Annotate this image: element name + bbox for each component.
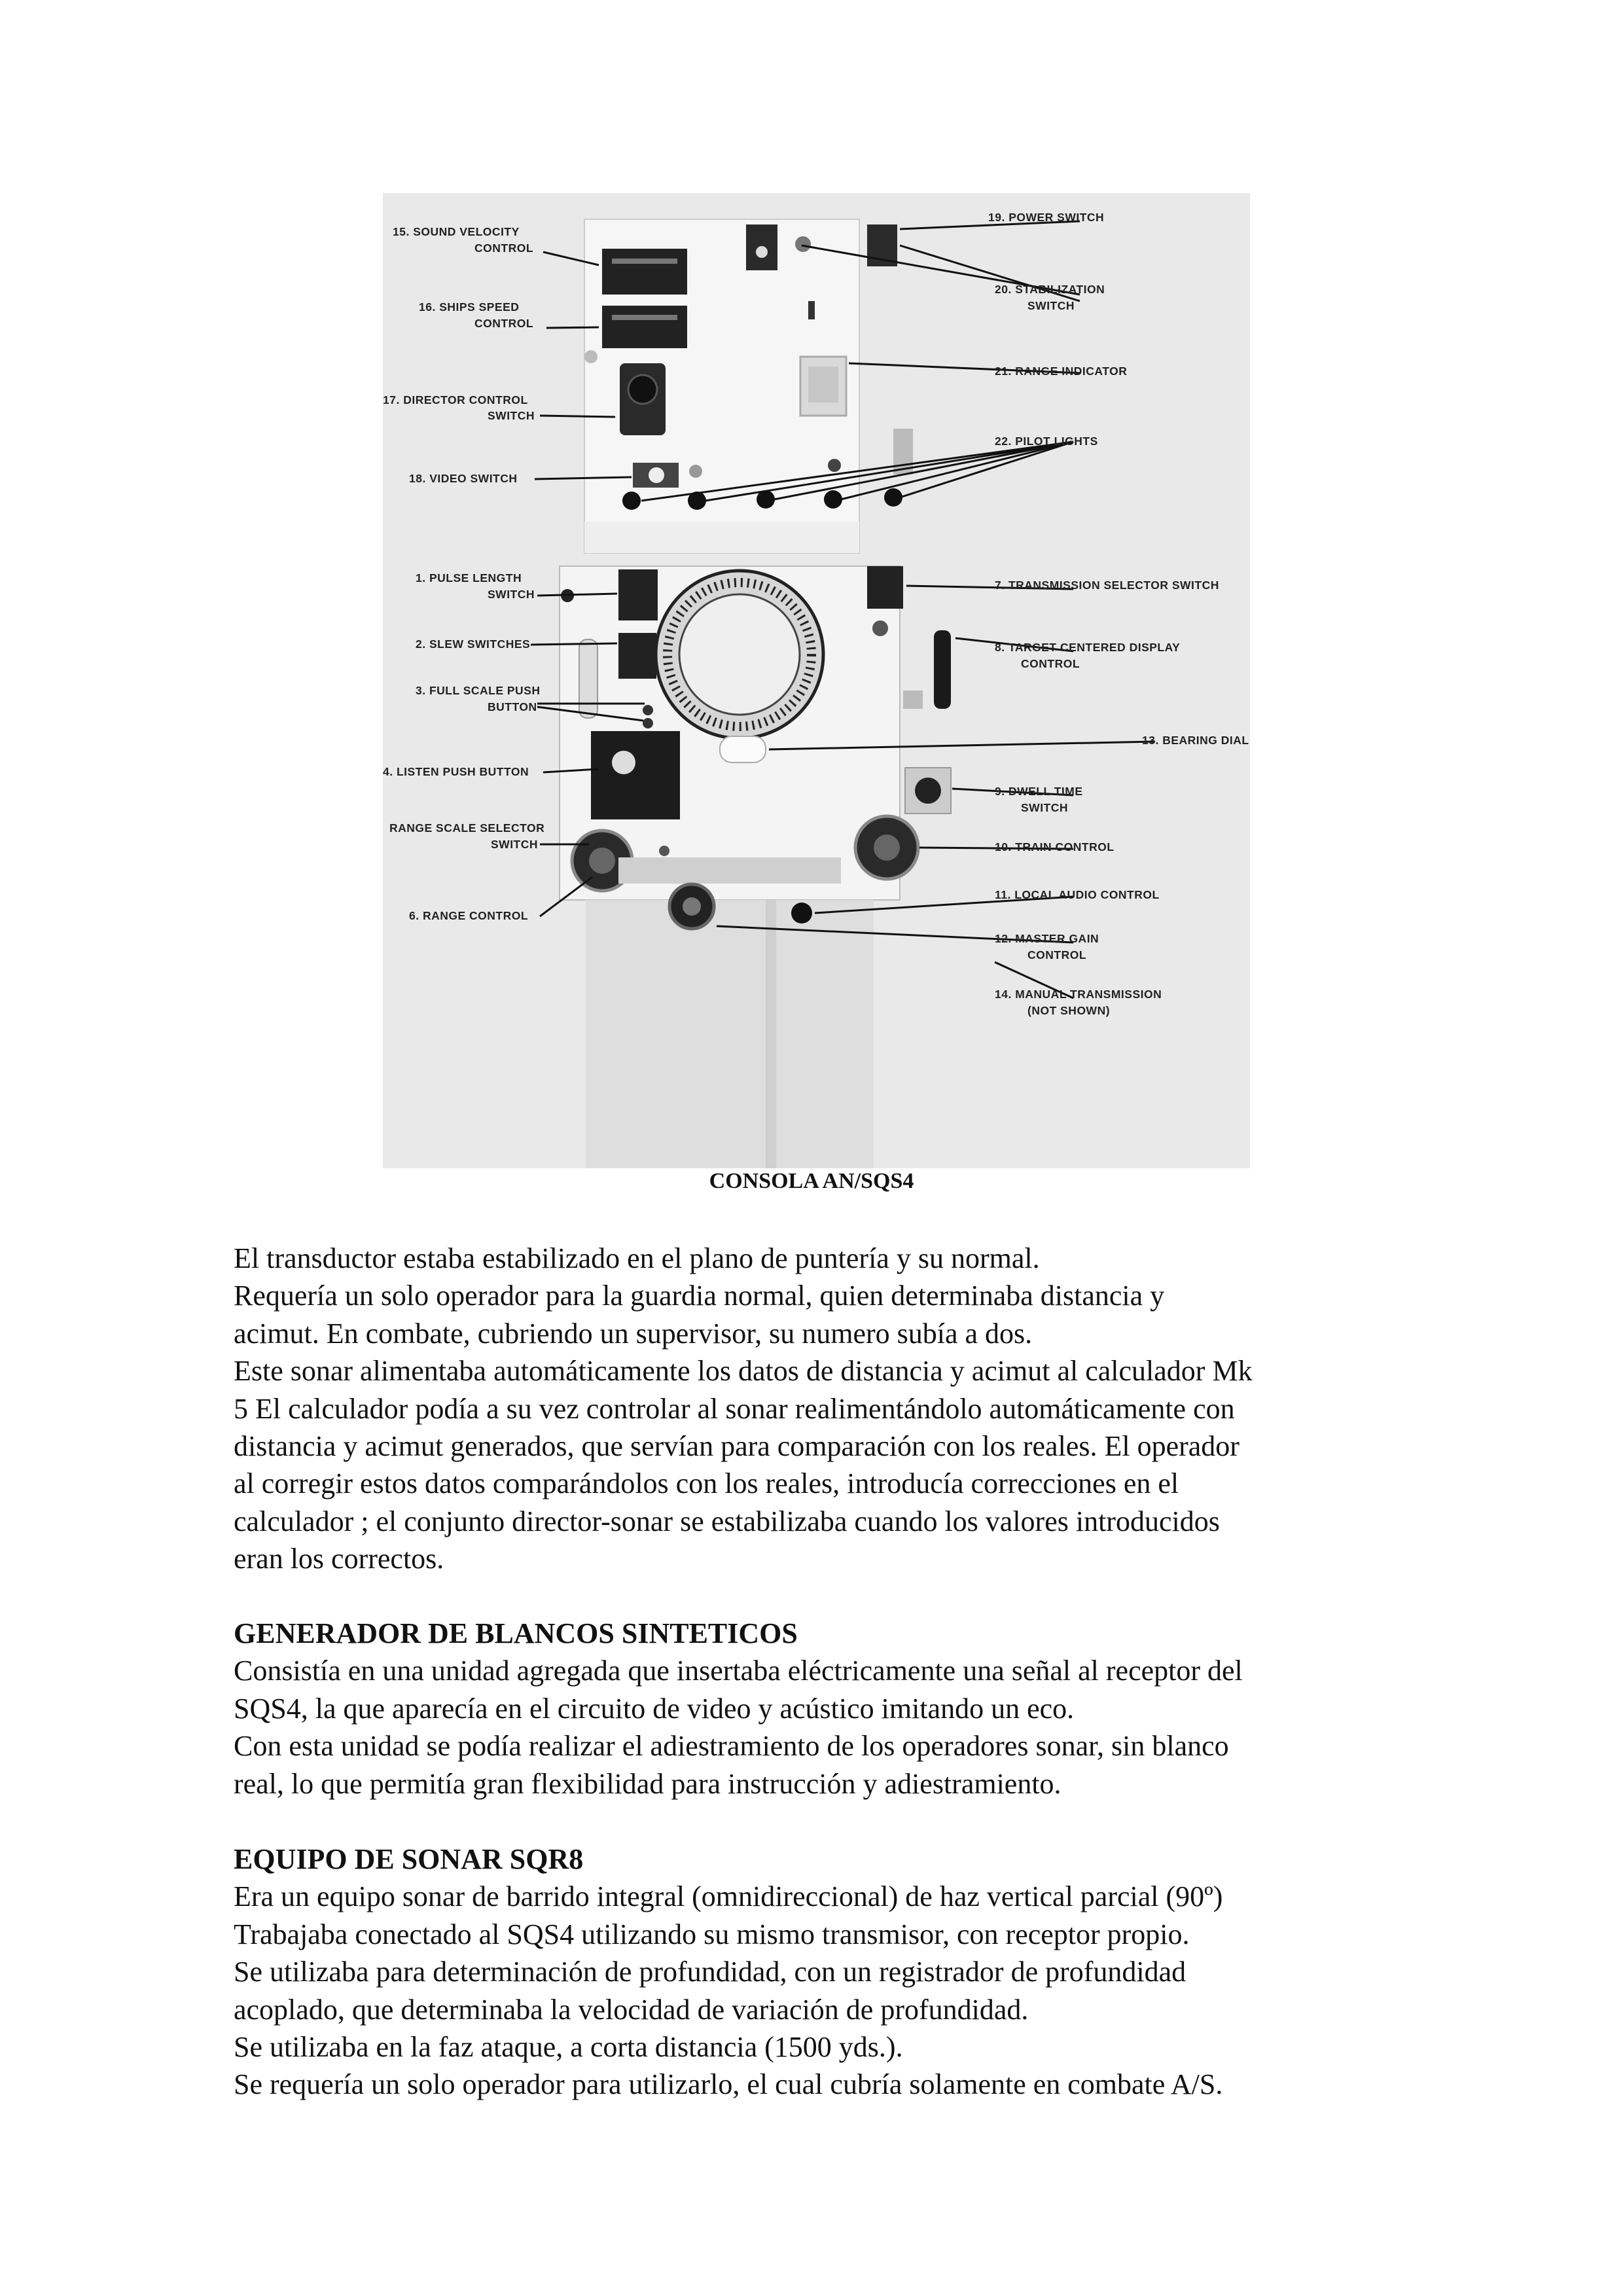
bearing-dial xyxy=(720,736,766,762)
section-heading: GENERADOR DE BLANCOS SINTETICOS xyxy=(234,1617,798,1649)
text-line: acoplado, que determinaba la velocidad de variación de profundidad. xyxy=(234,1993,1029,2026)
console-photo xyxy=(383,193,1250,1168)
text-line: Se requería un solo operador para utilizarlo, el cual cubría solamente en combate A/S. xyxy=(234,2068,1223,2101)
label-master-gain-2: CONTROL xyxy=(1027,948,1087,961)
label-sound-velocity-2: CONTROL xyxy=(474,242,534,255)
local-audio-control xyxy=(791,903,812,924)
label-manual-transmission-2: (NOT SHOWN) xyxy=(1027,1004,1111,1017)
ships-speed-control-box xyxy=(602,306,687,348)
label-ships-speed-2: CONTROL xyxy=(474,317,534,330)
label-range-control: 6. RANGE CONTROL xyxy=(409,909,529,922)
text-line: distancia y acimut generados, que servían para comparación con los reales. El operador xyxy=(234,1430,1240,1463)
control-strip xyxy=(618,857,841,884)
console-illustration xyxy=(383,193,1250,1168)
section-heading: EQUIPO DE SONAR SQR8 xyxy=(234,1843,584,1875)
pilot-light xyxy=(622,492,641,510)
text-line: Requería un solo operador para la guardia normal, quien determinaba distancia y xyxy=(234,1280,1165,1312)
upper-panel-base xyxy=(584,522,859,553)
label-manual-transmission: 14. MANUAL TRANSMISSION xyxy=(995,988,1162,1001)
text-line: Con esta unidad se podía realizar el adiestramiento de los operadores sonar, sin blanco xyxy=(234,1730,1229,1763)
label-full-scale-2: BUTTON xyxy=(488,700,537,713)
label-video-switch: 18. VIDEO SWITCH xyxy=(409,472,518,485)
text-line: eran los correctos. xyxy=(234,1543,444,1575)
label-power-switch: 19. POWER SWITCH xyxy=(988,211,1105,224)
label-director-control-2: SWITCH xyxy=(488,409,535,422)
label-dwell-time-2: SWITCH xyxy=(1021,801,1069,814)
section-generador xyxy=(234,1615,1412,1803)
listen-push-button xyxy=(643,718,653,728)
text-line: al corregir estos datos comparándolos con los reales, introducía correcciones en el xyxy=(234,1467,1179,1500)
pulse-length-switch xyxy=(618,569,658,620)
label-range-indicator: 21. RANGE INDICATOR xyxy=(995,365,1128,378)
text-line: real, lo que permitía gran flexibilidad para instrucción y adiestramiento. xyxy=(234,1767,1061,1800)
text-line: SQS4, la que aparecía en el circuito de video y acústico imitando un eco. xyxy=(234,1692,1075,1725)
text-line: calculador ; el conjunto director-sonar se estabilizaba cuando los valores introducidos xyxy=(234,1505,1220,1537)
text-line: 5 El calculador podía a su vez controlar al sonar realimentándolo automáticamente con xyxy=(234,1392,1235,1425)
range-scale-selector-switch xyxy=(591,731,680,819)
label-target-centered-2: CONTROL xyxy=(1021,657,1080,670)
label-pulse-length-2: SWITCH xyxy=(488,588,535,601)
text-line: Consistía en una unidad agregada que insertaba eléctricamente una señal al receptor del xyxy=(234,1655,1243,1687)
figure-caption: CONSOLA AN/SQS4 xyxy=(709,1169,914,1193)
text-line: Se utilizaba en la faz ataque, a corta distancia (1500 yds.). xyxy=(234,2031,903,2064)
full-scale-push-button xyxy=(643,705,653,715)
target-centered-display-control xyxy=(934,630,951,709)
text-line: El transductor estaba estabilizado en el plano de puntería y su normal. xyxy=(234,1242,1040,1274)
label-range-scale-2: SWITCH xyxy=(491,838,539,851)
text-line: Se utilizaba para determinación de profundidad, con un registrador de profundidad xyxy=(234,1956,1186,1988)
label-transmission-selector: 7. TRANSMISSION SELECTOR SWITCH xyxy=(995,579,1219,592)
label-pulse-length: 1. PULSE LENGTH xyxy=(416,571,522,584)
text-line: Era un equipo sonar de barrido integral (omnidireccional) de haz vertical parcial (90º) xyxy=(234,1880,1223,1913)
ppi-scope-screen xyxy=(679,594,800,715)
label-director-control: 17. DIRECTOR CONTROL xyxy=(383,393,528,406)
pilot-light xyxy=(824,490,842,509)
sound-velocity-control-box xyxy=(602,249,687,295)
label-sound-velocity: 15. SOUND VELOCITY xyxy=(393,225,520,238)
label-stabilization-2: SWITCH xyxy=(1027,299,1075,312)
label-master-gain: 12. MASTER GAIN xyxy=(995,932,1099,945)
label-slew-switches: 2. SLEW SWITCHES xyxy=(416,637,531,651)
text-line: Este sonar alimentaba automáticamente los datos de distancia y acimut al calculador Mk xyxy=(234,1355,1253,1388)
label-ships-speed: 16. SHIPS SPEED xyxy=(419,300,520,314)
console-pedestal xyxy=(586,900,874,1168)
text-line: Trabajaba conectado al SQS4 utilizando su mismo transmisor, con receptor propio. xyxy=(234,1918,1190,1950)
label-target-centered: 8. TARGET CENTERED DISPLAY xyxy=(995,641,1181,654)
label-bearing-dial: 13. BEARING DIAL xyxy=(1142,734,1249,747)
pilot-light xyxy=(884,488,902,507)
label-train-control: 10. TRAIN CONTROL xyxy=(995,840,1115,853)
label-dwell-time: 9. DWELL TIME xyxy=(995,785,1083,798)
label-listen: 4. LISTEN PUSH BUTTON xyxy=(383,765,529,778)
label-full-scale: 3. FULL SCALE PUSH xyxy=(416,684,541,697)
paragraph-transductor xyxy=(234,1240,1412,1578)
label-pilot-lights: 22. PILOT LIGHTS xyxy=(995,435,1098,448)
slew-switches xyxy=(618,633,656,679)
section-sonar-sqr8 xyxy=(234,1840,1412,2104)
transmission-selector-switch xyxy=(867,566,903,609)
label-range-scale: RANGE SCALE SELECTOR xyxy=(389,821,545,834)
label-local-audio: 11. LOCAL AUDIO CONTROL xyxy=(995,888,1160,901)
text-line: acimut. En combate, cubriendo un supervisor, su numero subía a dos. xyxy=(234,1317,1033,1350)
label-stabilization: 20. STABILIZATION xyxy=(995,283,1105,296)
